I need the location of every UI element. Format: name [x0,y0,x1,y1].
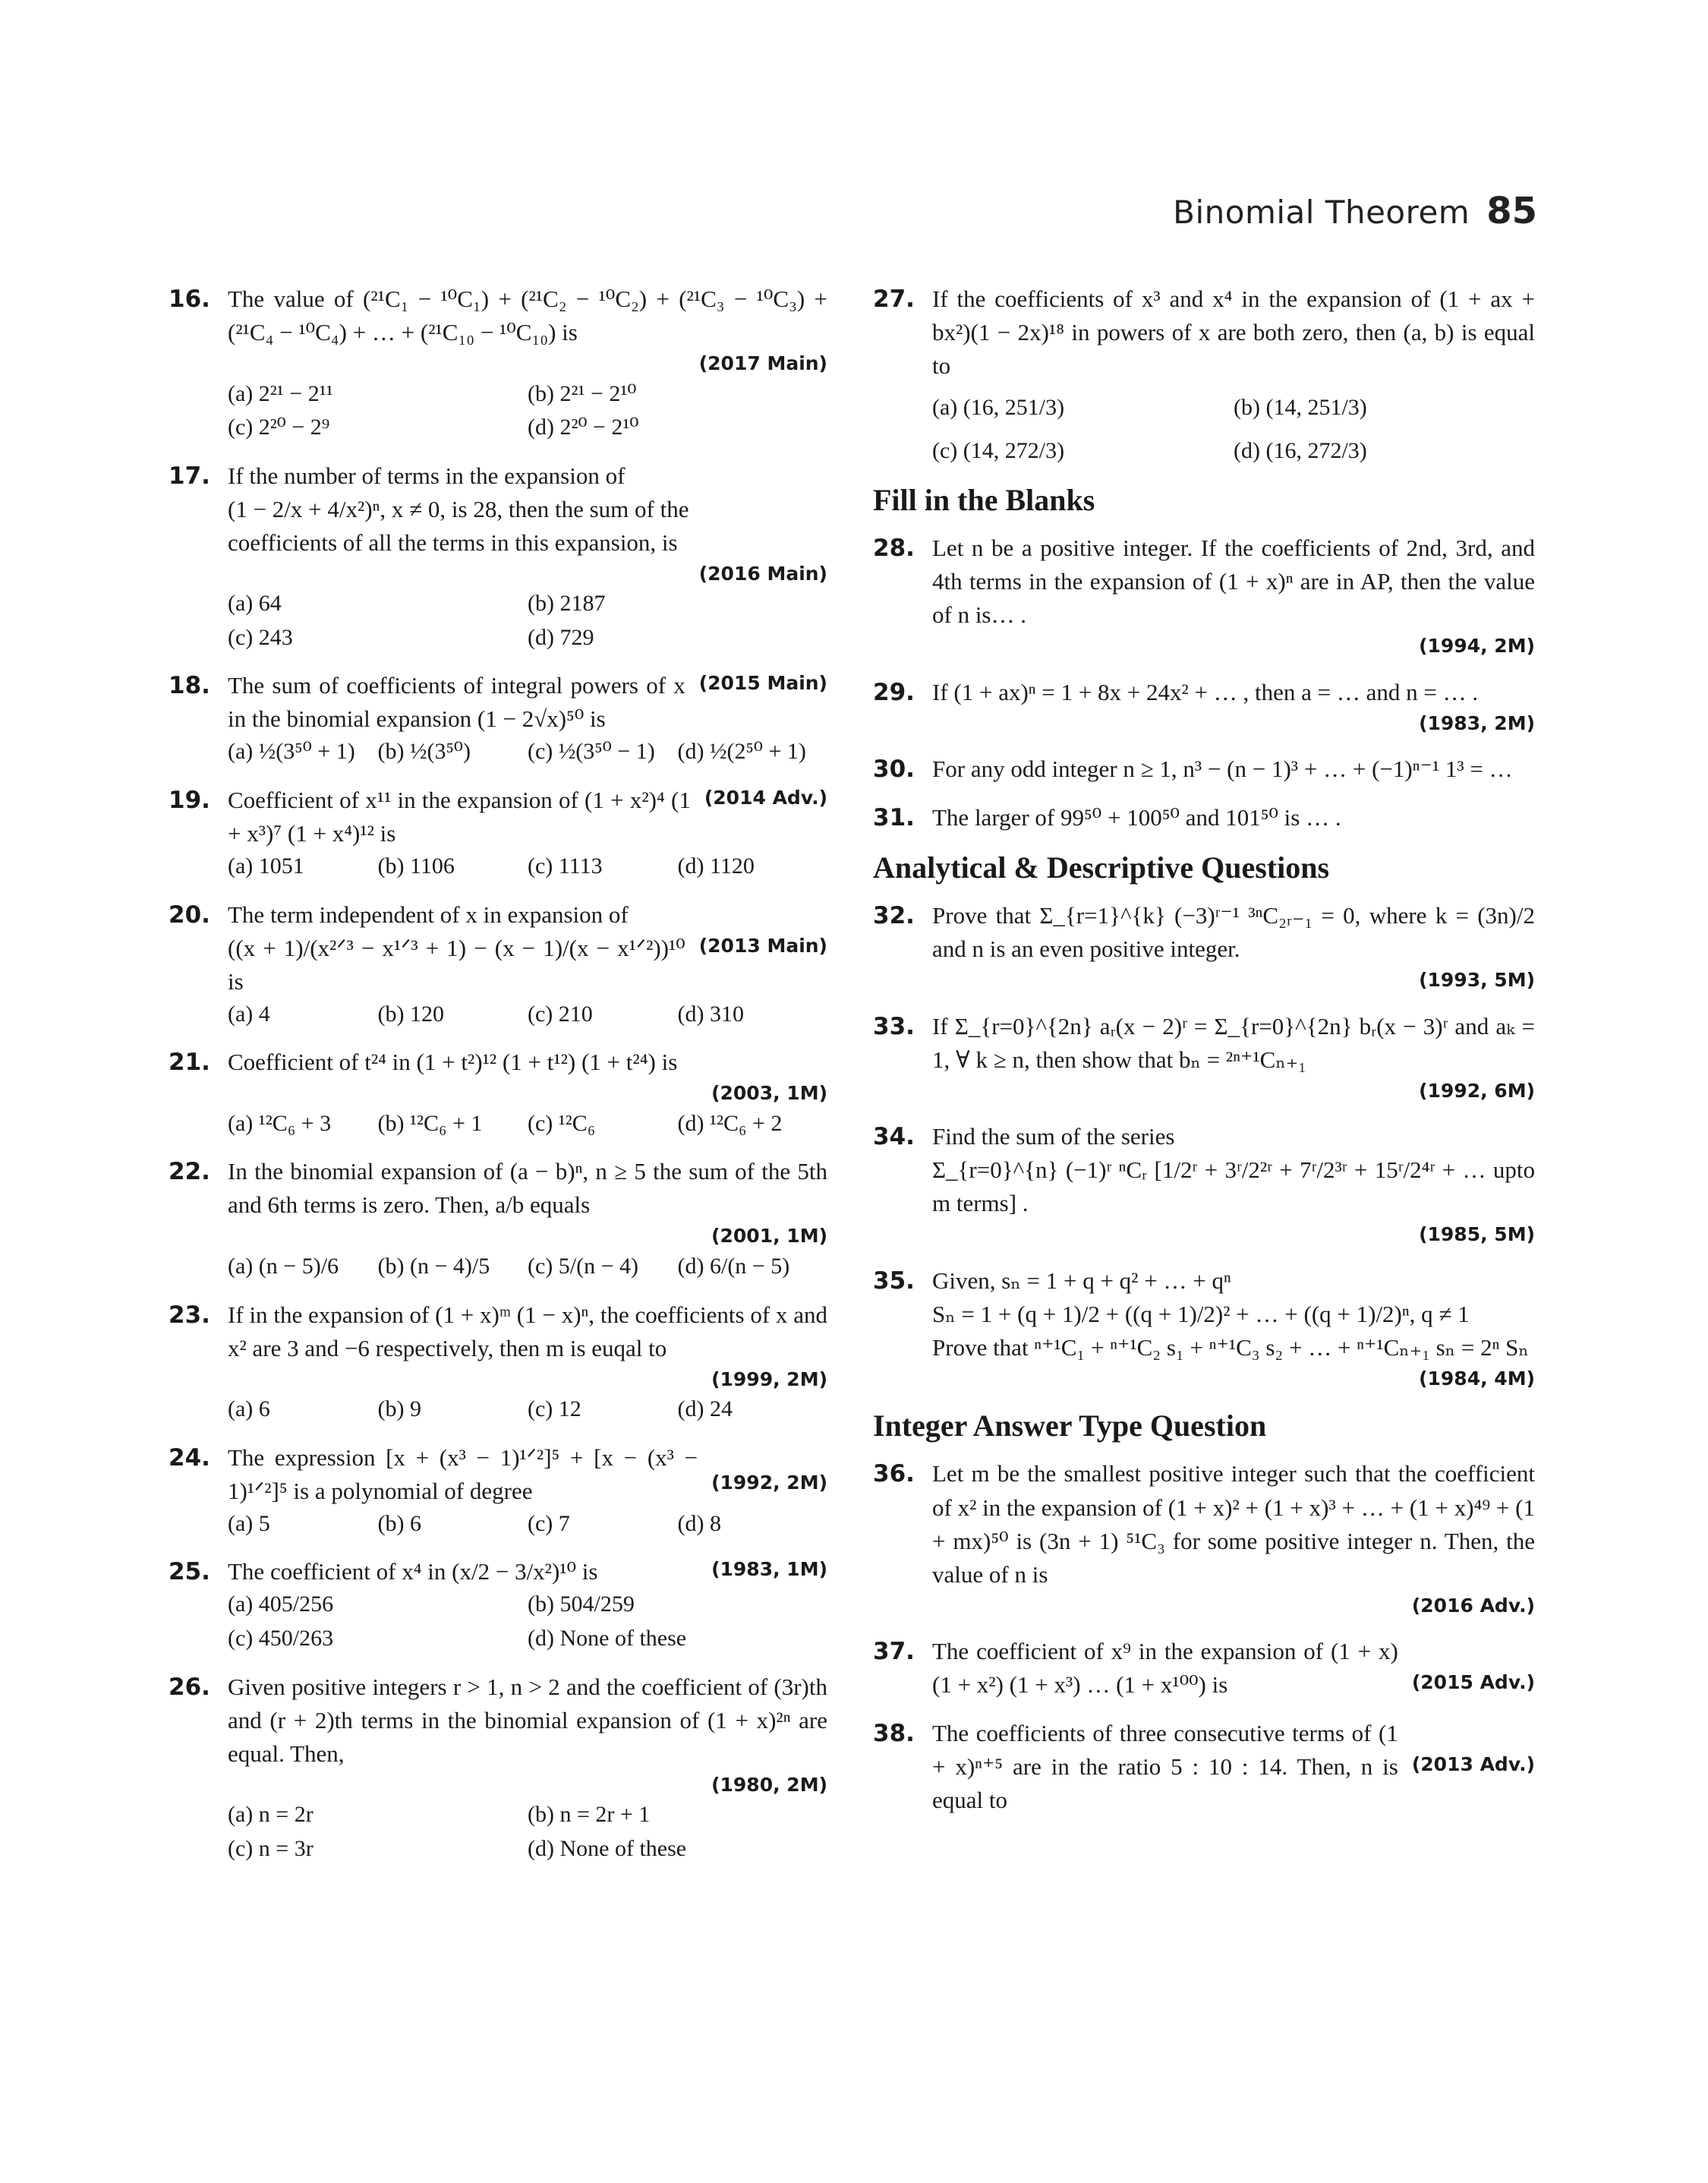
question-number: 26. [169,1673,210,1701]
option-a: (a) 1051 [228,853,304,879]
exam-source: (2013 Main) [698,934,827,957]
option-c: (c) ½(3⁵⁰ − 1) [528,739,655,765]
options [228,588,827,654]
question-text: If (1 + ax)ⁿ = 1 + 8x + 24x² + … , then a = … and n = … . [932,678,1479,705]
question-text: For any odd integer n ≥ 1, n³ − (n − 1)³ + … + (−1)ⁿ⁻¹ 1³ = … [932,756,1513,783]
option-a: (a) (16, 251/3) [932,395,1065,421]
option-c: (c) 7 [528,1510,570,1536]
question-number: 29. [873,678,915,706]
question-number: 28. [873,535,915,563]
options [228,1393,827,1426]
option-d: (d) 729 [528,624,594,650]
question-27 [873,282,1535,467]
exam-source: (2001, 1M) [711,1225,827,1248]
option-d: (d) 310 [677,1001,744,1027]
question-text: The sum of coefficients of integral powers of x in the binomial expansion (1 − 2√x)⁵⁰ is [228,672,685,733]
option-b: (b) 504/259 [528,1592,635,1617]
option-b: (b) 2²¹ − 2¹⁰ [528,380,637,406]
options [228,1799,827,1865]
left-column [169,282,827,1880]
options [228,736,827,768]
option-a: (a) ½(3⁵⁰ + 1) [228,739,355,765]
options [228,1108,827,1140]
option-b: (b) 2187 [528,591,606,617]
question-text: Find the sum of the series [932,1123,1175,1150]
question-number: 24. [169,1443,210,1472]
options [228,1251,827,1283]
option-a: (a) 2²¹ − 2¹¹ [228,380,333,406]
option-d: (d) ½(2⁵⁰ + 1) [677,739,806,765]
question-number: 31. [873,804,915,832]
option-a: (a) 5 [228,1510,270,1536]
question-text: Coefficient of x¹¹ in the expansion of (1 + x²)⁴ (1 + x³)⁷ (1 + x⁴)¹² is [228,787,691,847]
question-35 [873,1264,1535,1393]
option-d: (d) 8 [677,1510,721,1536]
option-c: (c) ¹²C₆ [528,1110,596,1136]
question-text: Let n be a positive integer. If the coefficients of 2nd, 3rd, and 4th terms in the expansion of (1 + x)ⁿ are in AP, then the value of n is… . [932,535,1535,629]
option-c: (c) (14, 272/3) [932,437,1065,463]
question-text: Given, sₙ = 1 + q + q² + … + qⁿ [932,1267,1231,1294]
option-d: (d) None of these [528,1835,687,1861]
option-b: (b) ¹²C₆ + 1 [377,1110,483,1136]
option-a: (a) 4 [228,1001,270,1027]
question-31 [873,801,1535,834]
question-text: The expression [x + (x³ − 1)¹ᐟ²]⁵ + [x − (x³ − 1)¹ᐟ²]⁵ is a polynomial of degree [228,1443,698,1504]
exam-source: (1984, 4M) [1419,1367,1535,1390]
question-17 [169,459,827,655]
chapter-title: Binomial Theorem [1173,194,1470,231]
question-number: 21. [169,1049,210,1077]
exam-source: (1999, 2M) [711,1368,827,1390]
question-25 [169,1555,827,1655]
option-b: (b) ½(3⁵⁰) [377,739,471,765]
question-16 [169,282,827,444]
question-text-continued: Prove that ⁿ⁺¹C₁ + ⁿ⁺¹C₂ s₁ + ⁿ⁺¹C₃ s₂ + … + ⁿ⁺¹Cₙ₊₁ sₙ = 2ⁿ Sₙ [932,1333,1529,1361]
question-23 [169,1298,827,1426]
option-c: (c) 2²⁰ − 2⁹ [228,415,330,440]
question-number: 20. [169,901,210,929]
option-a: (a) 405/256 [228,1592,334,1617]
question-number: 22. [169,1158,210,1186]
sum-expression: Sₙ = 1 + (q + 1)/2 + ((q + 1)/2)² + … + ((q + 1)/2)ⁿ, q ≠ 1 [932,1300,1470,1327]
question-text: The term independent of x in expansion of [228,901,629,928]
option-b: (b) 120 [377,1001,444,1027]
exam-source: (2016 Main) [698,562,827,585]
option-d: (d) 24 [677,1396,733,1422]
question-number: 34. [873,1123,915,1151]
question-text-continued: coefficients of all the terms in this expansion, is [228,528,678,556]
page-header [1173,190,1537,232]
option-a: (a) ¹²C₆ + 3 [228,1110,332,1136]
question-text: The coefficients of three consecutive terms of (1 + x)ⁿ⁺⁵ are in the ratio 5 : 10 : 14. Then, n is equal to [932,1720,1398,1814]
question-18 [169,669,827,768]
exam-source: (2015 Main) [698,672,827,695]
question-text: If in the expansion of (1 + x)ᵐ (1 − x)ⁿ, the coefficients of x and x² are 3 and −6 respectively, then m is euqal to [228,1301,827,1361]
exam-source: (2017 Main) [698,352,827,375]
question-text: If the coefficients of x³ and x⁴ in the expansion of (1 + ax + bx²)(1 − 2x)¹⁸ in powers of x are both zero, then (a, b) is equal to [932,285,1535,380]
question-text: Coefficient of t²⁴ in (1 + t²)¹² (1 + t¹²) (1 + t²⁴) is [228,1049,678,1076]
option-b: (b) (14, 251/3) [1234,395,1367,421]
options [228,1508,827,1541]
question-37 [873,1635,1535,1702]
question-30 [873,752,1535,786]
options [228,378,827,444]
exam-source: (1983, 2M) [1419,711,1535,734]
question-22 [169,1155,827,1282]
question-number: 32. [873,902,915,930]
question-text: Given positive integers r > 1, n > 2 and the coefficient of (3r)th and (r + 2)th terms in the binomial expansion of (1 + x)²ⁿ are equal. Then, [228,1673,827,1767]
section-integer-answer: Integer Answer Type Question [873,1409,1267,1443]
option-a: (a) n = 2r [228,1802,314,1828]
question-number: 37. [873,1638,915,1666]
question-21 [169,1046,827,1140]
option-d: (d) (16, 272/3) [1234,437,1367,463]
exam-source: (1992, 6M) [1419,1079,1535,1102]
question-38 [873,1717,1535,1817]
exam-source: (2015 Adv.) [1411,1671,1535,1694]
option-b: (b) 9 [377,1396,421,1422]
option-c: (c) 5/(n − 4) [528,1253,639,1279]
exam-source: (1980, 2M) [711,1773,827,1796]
question-number: 18. [169,672,210,700]
question-number: 19. [169,787,210,815]
option-b: (b) (n − 4)/5 [377,1253,490,1279]
exam-source: (2013 Adv.) [1411,1753,1535,1776]
question-number: 17. [169,462,210,490]
question-text: If the number of terms in the expansion of [228,462,626,489]
question-number: 30. [873,756,915,784]
question-29 [873,676,1535,738]
question-20 [169,898,827,1031]
option-a: (a) (n − 5)/6 [228,1253,339,1279]
question-text: The larger of 99⁵⁰ + 100⁵⁰ and 101⁵⁰ is … . [932,804,1341,831]
question-expression: (1 − 2/x + 4/x²)ⁿ, x ≠ 0, is 28, then the sum of the [228,495,689,522]
option-b: (b) 1106 [377,853,455,879]
options [228,1588,827,1655]
question-text: In the binomial expansion of (a − b)ⁿ, n ≥ 5 the sum of the 5th and 6th terms is zero. Then, a/b equals [228,1158,827,1219]
question-number: 16. [169,285,210,313]
exam-source: (1985, 5M) [1419,1223,1535,1246]
options [228,850,827,883]
question-text: The value of (²¹C₁ − ¹⁰C₁) + (²¹C₂ − ¹⁰C₂) + (²¹C₃ − ¹⁰C₃) + (²¹C₄ − ¹⁰C₄) + … + (²¹C₁₀ − ¹⁰C₁₀) is [228,285,827,346]
option-c: (c) 1113 [528,853,603,879]
question-24 [169,1441,827,1541]
options [932,392,1535,467]
exam-source: (1992, 2M) [711,1471,827,1494]
question-34 [873,1120,1535,1249]
option-c: (c) 243 [228,624,293,650]
question-number: 36. [873,1460,915,1488]
option-d: (d) 2²⁰ − 2¹⁰ [528,415,639,440]
question-text: Let m be the smallest positive integer such that the coefficient of x² in the expansion of (1 + x)² + (1 + x)³ + … + (1 + x)⁴⁹ + (1 + mx)⁵⁰ is (3n + 1) ⁵¹C₃ for some positive integer n. Then, the value of n is [932,1460,1535,1588]
exam-source: (1993, 5M) [1419,969,1535,992]
right-column [873,282,1535,1832]
question-33 [873,1010,1535,1106]
question-28 [873,532,1535,661]
option-a: (a) 6 [228,1396,270,1422]
question-text: Prove that Σ_{r=1}^{k} (−3)ʳ⁻¹ ³ⁿC₂ᵣ₋₁ = 0, where k = (3n)/2 and n is an even positive integer. [932,902,1535,963]
option-c: (c) 12 [528,1396,581,1422]
question-text: The coefficient of x⁹ in the expansion of (1 + x) (1 + x²) (1 + x³) … (1 + x¹⁰⁰) is [932,1638,1398,1699]
question-26 [169,1670,827,1866]
question-number: 35. [873,1267,915,1295]
question-number: 23. [169,1301,210,1329]
question-number: 33. [873,1012,915,1040]
exam-source: (1994, 2M) [1419,635,1535,658]
question-expression: ((x + 1)/(x²ᐟ³ − x¹ᐟ³ + 1) − (x − 1)/(x − x¹ᐟ²))¹⁰ is [228,934,685,995]
question-number: 27. [873,285,915,313]
section-analytical-descriptive: Analytical & Descriptive Questions [873,850,1330,885]
exam-source: (2016 Adv.) [1411,1594,1535,1617]
option-c: (c) n = 3r [228,1835,314,1861]
option-c: (c) 210 [528,1001,593,1027]
question-number: 25. [169,1558,210,1586]
option-b: (b) n = 2r + 1 [528,1802,651,1828]
option-d: (d) None of these [528,1625,687,1651]
exam-source: (2014 Adv.) [704,787,827,809]
option-d: (d) ¹²C₆ + 2 [677,1110,783,1136]
option-d: (d) 1120 [677,853,755,879]
option-b: (b) 6 [377,1510,421,1536]
option-d: (d) 6/(n − 5) [677,1253,790,1279]
exam-source: (2003, 1M) [711,1082,827,1105]
question-number: 38. [873,1720,915,1748]
page-number: 85 [1486,190,1537,232]
option-a: (a) 64 [228,591,282,617]
question-19 [169,784,827,883]
question-36 [873,1457,1535,1620]
question-text: If Σ_{r=0}^{2n} aᵣ(x − 2)ʳ = Σ_{r=0}^{2n} bᵣ(x − 3)ʳ and aₖ = 1, ∀ k ≥ n, then show that bₙ = ²ⁿ⁺¹Cₙ₊₁ [932,1012,1535,1073]
option-c: (c) 450/263 [228,1625,334,1651]
question-text: The coefficient of x⁴ in (x/2 − 3/x²)¹⁰ is [228,1558,598,1585]
question-32 [873,899,1535,995]
section-fill-in-the-blanks: Fill in the Blanks [873,483,1095,518]
exam-source: (1983, 1M) [711,1558,827,1581]
series-expression: Σ_{r=0}^{n} (−1)ʳ ⁿCᵣ [1/2ʳ + 3ʳ/2²ʳ + 7ʳ/2³ʳ + 15ʳ/2⁴ʳ + … upto m terms] . [932,1156,1535,1217]
options [228,998,827,1031]
